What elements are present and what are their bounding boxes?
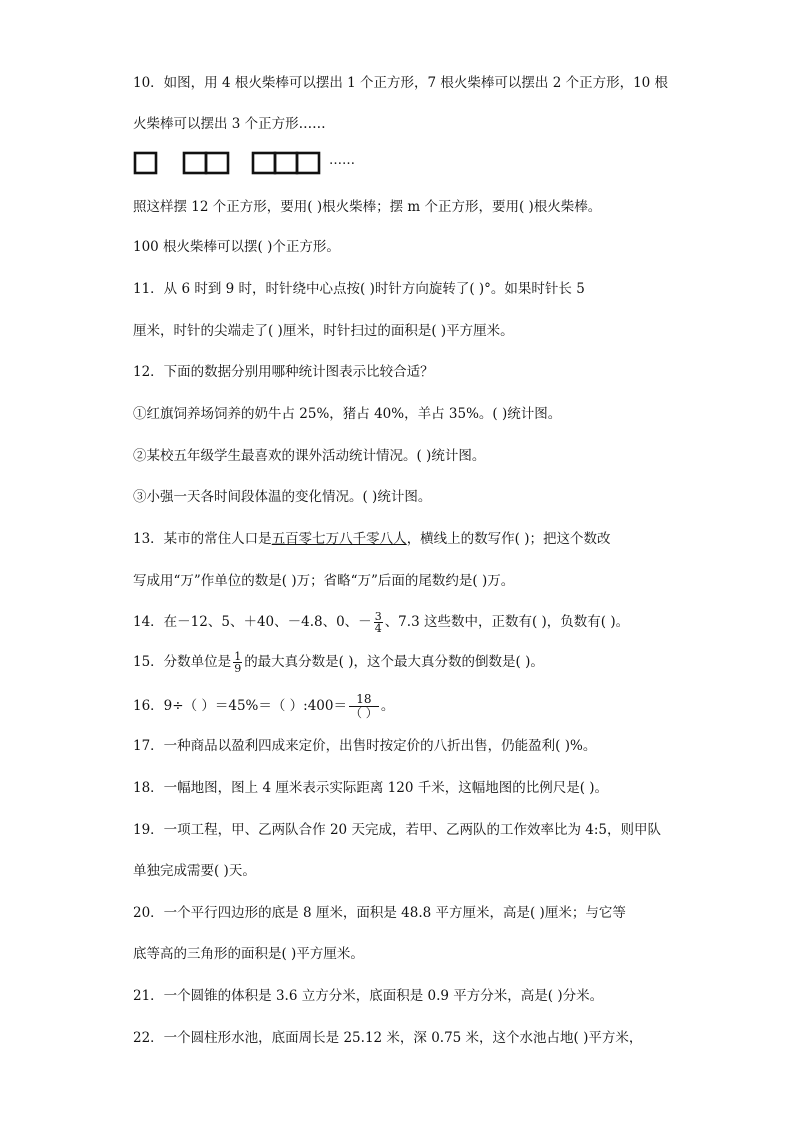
q16-fraction-denominator: （ ） — [349, 706, 378, 720]
q19-line-1: 19．一项工程，甲、乙两队合作 20 天完成，若甲、乙两队的工作效率比为 4:5，则甲队 — [133, 822, 661, 838]
q12-line-4: ③小强一天各时间段体温的变化情况。( )统计图。 — [133, 489, 432, 505]
q14-text-pre: 14．在－12、5、＋40、－4.8、0、－ — [133, 614, 372, 630]
q20-line-2: 底等高的三角形的面积是( )平方厘米。 — [133, 946, 364, 962]
q14-fraction-numerator: 3 — [374, 610, 382, 623]
q14-fraction-denominator: 4 — [374, 622, 382, 635]
q11-line-2: 厘米，时针的尖端走了( )厘米，时针扫过的面积是( )平方厘米。 — [133, 323, 514, 339]
q20-line-1: 20．一个平行四边形的底是 8 厘米，面积是 48.8 平方厘米，高是( )厘米；与它等 — [133, 905, 626, 921]
matchstick-squares-figure — [133, 150, 373, 176]
matchstick-square-3a — [253, 153, 275, 173]
q15-fraction — [233, 651, 242, 674]
q15-line — [133, 650, 673, 675]
q19-line-2: 单独完成需要( )天。 — [133, 863, 256, 879]
q10-line-2: 火柴棒可以摆出 3 个正方形…… — [133, 116, 326, 132]
q11-line-1: 11．从 6 时到 9 时，时针绕中心点按( )时针方向旋转了( )°。如果时针长 5 — [133, 281, 585, 297]
q15-fraction-numerator: 1 — [234, 650, 242, 663]
q14-fraction — [374, 611, 383, 634]
q13-text-pre: 13．某市的常住人口是 — [133, 531, 272, 547]
matchstick-squares-svg — [133, 150, 373, 176]
q14-text-post: 、7.3 这些数中，正数有( )，负数有( )。 — [384, 614, 630, 630]
matchstick-square-3c — [297, 153, 319, 173]
q12-line-3: ②某校五年级学生最喜欢的课外活动统计情况。( )统计图。 — [133, 448, 486, 464]
q12-line-1: 12．下面的数据分别用哪种统计图表示比较合适？ — [133, 364, 434, 380]
q14-line — [133, 610, 673, 635]
q16-line — [133, 692, 673, 720]
matchstick-square-1 — [135, 153, 156, 173]
q16-fraction-numerator: 18 — [349, 693, 379, 707]
q15-text-post: 的最大真分数是( )，这个最大真分数的倒数是( )。 — [244, 654, 544, 670]
q16-text-pre: 16．9÷（ ）＝45%＝（ ）:400＝ — [133, 698, 347, 714]
q12-line-2: ①红旗饲养场饲养的奶牛占 25%，猪占 40%，羊占 35%。( )统计图。 — [133, 406, 562, 422]
matchstick-square-2b — [206, 153, 228, 173]
q10-line-4: 100 根火柴棒可以摆( )个正方形。 — [133, 239, 340, 255]
q13-line-1 — [133, 529, 673, 549]
figure-ellipsis: …… — [329, 153, 355, 168]
q15-fraction-denominator: 9 — [234, 662, 242, 675]
q10-line-3: 照这样摆 12 个正方形，要用( )根火柴棒；摆 m 个正方形，要用( )根火柴棒。 — [133, 199, 602, 215]
q15-text-pre: 15．分数单位是 — [133, 654, 232, 670]
q16-text-post: 。 — [380, 698, 395, 714]
q13-text-post: ，横线上的数写作( )；把这个数改 — [406, 531, 611, 547]
q22-line: 22．一个圆柱形水池，底面周长是 25.12 米，深 0.75 米，这个水池占地( )平方米， — [133, 1030, 643, 1046]
matchstick-square-2a — [184, 153, 206, 173]
q16-fraction — [349, 693, 379, 720]
q18-line: 18．一幅地图，图上 4 厘米表示实际距离 120 千米，这幅地图的比例尺是( )。 — [133, 780, 609, 796]
matchstick-square-3b — [275, 153, 297, 173]
q10-line-1: 10．如图，用 4 根火柴棒可以摆出 1 个正方形，7 根火柴棒可以摆出 2 个正方形，10 根 — [133, 75, 669, 91]
q17-line: 17．一种商品以盈利四成来定价，出售时按定价的八折出售，仍能盈利( )%。 — [133, 738, 597, 754]
q13-underlined-number: 五百零七万八千零八人 — [271, 531, 407, 547]
q13-line-2: 写成用“万”作单位的数是( )万；省略“万”后面的尾数约是( )万。 — [133, 573, 515, 589]
q21-line: 21．一个圆锥的体积是 3.6 立方分米，底面积是 0.9 平方分米，高是( )分米。 — [133, 988, 604, 1004]
